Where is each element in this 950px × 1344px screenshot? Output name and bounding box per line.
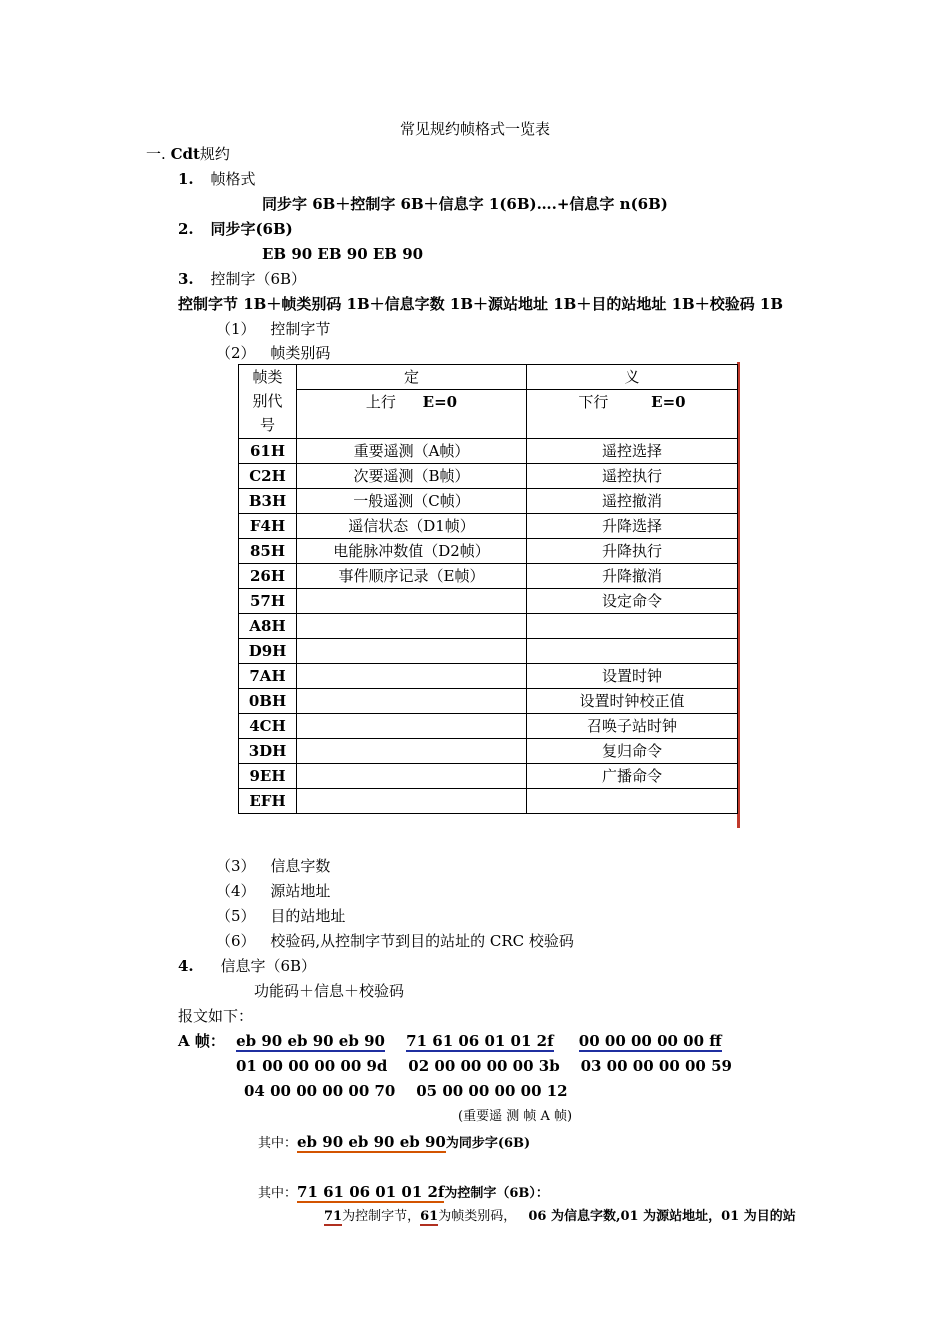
sync-word-value: EB 90 EB 90 EB 90 <box>262 245 424 263</box>
note-sync <box>258 1132 530 1154</box>
frame-code-cell: EFH <box>239 789 297 814</box>
note-control-detail <box>324 1207 796 1227</box>
upstream-def-cell: 重要遥测（A帧） <box>297 439 527 464</box>
downstream-def-cell <box>527 639 738 664</box>
sub-label: 控制字节 <box>270 320 331 338</box>
section-number: 一. <box>146 145 166 163</box>
sub-control-byte <box>216 319 330 339</box>
item-info-word <box>178 956 316 976</box>
upstream-def-cell <box>297 614 527 639</box>
aframe-line-3: 04 00 00 00 00 70 05 00 00 00 00 12 <box>244 1082 568 1100</box>
sub-number: （3） <box>216 857 256 875</box>
aframe-sync-hex: eb 90 eb 90 eb 90 <box>236 1032 385 1050</box>
frame-code-cell: 7AH <box>239 664 297 689</box>
downstream-def-cell: 设定命令 <box>527 589 738 614</box>
table-row <box>239 664 738 689</box>
downstream-def-cell <box>527 789 738 814</box>
upstream-def-cell <box>297 789 527 814</box>
frame-code-cell: 57H <box>239 589 297 614</box>
downstream-def-cell: 遥控撤消 <box>527 489 738 514</box>
sub-number: （6） <box>216 932 256 950</box>
item-number: 4. <box>178 957 194 975</box>
table-row <box>239 489 738 514</box>
control-byte-hex: 71 <box>324 1209 343 1224</box>
downstream-def-cell: 召唤子站时钟 <box>527 714 738 739</box>
header-code-line: 别代 <box>252 392 283 410</box>
upstream-def-cell <box>297 589 527 614</box>
sub-label: 目的站地址 <box>270 907 346 925</box>
frame-code-cell: C2H <box>239 464 297 489</box>
section-suffix: 规约 <box>199 145 230 163</box>
frame-code-hex: 61 <box>420 1209 439 1224</box>
table-row <box>239 539 738 564</box>
item-number: 3. <box>178 270 194 288</box>
table-header-row <box>239 365 738 390</box>
frame-code-text: 为帧类别码， <box>438 1209 517 1224</box>
aframe-caption: (重要遥 测 帧 A 帧) <box>458 1109 573 1124</box>
control-word-formula: 控制字节 1B＋帧类别码 1B＋信息字数 1B＋源站地址 1B＋目的站地址 1B＋校验码 1B <box>178 295 784 313</box>
sub-info-count <box>216 856 330 876</box>
item-sync-word <box>178 219 293 239</box>
frame-code-cell: 3DH <box>239 739 297 764</box>
control-byte-text: 为控制字节， <box>342 1209 421 1224</box>
sub-frame-type-code <box>216 343 330 363</box>
frame-format-formula: 同步字 6B＋控制字 6B＋信息字 1(6B)….+信息字 n(6B) <box>262 195 668 213</box>
frame-code-cell: 9EH <box>239 764 297 789</box>
note-sync-suffix: 为同步字(6B) <box>445 1136 531 1151</box>
downstream-def-cell: 遥控执行 <box>527 464 738 489</box>
frame-type-table <box>238 364 738 814</box>
sub-number: （2） <box>216 344 256 362</box>
upstream-header <box>297 390 527 439</box>
sub-label: 帧类别码 <box>270 344 331 362</box>
upstream-label: 上行 <box>365 393 396 411</box>
note-prefix: 其中： <box>258 1186 298 1201</box>
section-name: Cdt <box>170 145 200 163</box>
frame-code-cell: 85H <box>239 539 297 564</box>
note-ctrl-suffix: 为控制字（6B）： <box>444 1186 549 1201</box>
upstream-e: E=0 <box>422 393 458 411</box>
downstream-def-cell: 广播命令 <box>527 764 738 789</box>
frame-code-cell: B3H <box>239 489 297 514</box>
upstream-def-cell <box>297 739 527 764</box>
note-prefix: 其中： <box>258 1136 298 1151</box>
item-label: 信息字（6B） <box>220 957 317 975</box>
downstream-def-cell: 复归命令 <box>527 739 738 764</box>
sub-source-address <box>216 881 330 901</box>
message-intro: 报文如下： <box>178 1007 254 1025</box>
downstream-def-cell: 遥控选择 <box>527 439 738 464</box>
table-direction-row <box>239 390 738 439</box>
upstream-def-cell <box>297 764 527 789</box>
aframe-line-2: 01 00 00 00 00 9d 02 00 00 00 00 3b 03 00 00 00 00 59 <box>236 1057 732 1075</box>
sub-label: 校验码,从控制字节到目的站址的 CRC 校验码 <box>270 932 574 950</box>
item-label: 控制字（6B） <box>210 270 307 288</box>
header-def-left: 定 <box>297 365 527 390</box>
downstream-label: 下行 <box>578 393 609 411</box>
table-body <box>239 439 738 814</box>
header-code-line: 帧类 <box>252 368 283 386</box>
item-number: 2. <box>178 220 194 238</box>
sub-number: （1） <box>216 320 256 338</box>
upstream-def-cell <box>297 639 527 664</box>
note-control <box>258 1182 549 1204</box>
upstream-def-cell <box>297 714 527 739</box>
downstream-def-cell: 升降选择 <box>527 514 738 539</box>
info-word-formula: 功能码＋信息＋校验码 <box>254 982 405 1000</box>
downstream-def-cell: 设置时钟校正值 <box>527 689 738 714</box>
frame-code-cell: 61H <box>239 439 297 464</box>
sub-label: 源站地址 <box>270 882 331 900</box>
sub-number: （4） <box>216 882 256 900</box>
table-row <box>239 714 738 739</box>
item-frame-format <box>178 169 255 189</box>
aframe-label: A 帧： <box>178 1032 225 1050</box>
note-ctrl-hex: 71 61 06 01 01 2f <box>297 1183 445 1201</box>
aframe-ctrl-hex: 71 61 06 01 01 2f <box>406 1032 554 1050</box>
frame-code-cell: 4CH <box>239 714 297 739</box>
downstream-header <box>527 390 738 439</box>
downstream-def-cell: 升降撤消 <box>527 564 738 589</box>
table-row <box>239 689 738 714</box>
table-row <box>239 564 738 589</box>
frame-code-cell: 26H <box>239 564 297 589</box>
table-row <box>239 589 738 614</box>
downstream-def-cell: 设置时钟 <box>527 664 738 689</box>
section-heading-cdt <box>146 144 230 164</box>
frame-code-cell: D9H <box>239 639 297 664</box>
header-code-line: 号 <box>259 416 275 434</box>
upstream-def-cell: 次要遥测（B帧） <box>297 464 527 489</box>
sub-dest-address <box>216 906 345 926</box>
upstream-def-cell: 电能脉冲数值（D2帧） <box>297 539 527 564</box>
table-row <box>239 739 738 764</box>
sub-label: 信息字数 <box>270 857 331 875</box>
item-control-word <box>178 269 306 289</box>
sub-checksum <box>216 931 574 951</box>
table-row <box>239 764 738 789</box>
table-row <box>239 639 738 664</box>
frame-code-cell: 0BH <box>239 689 297 714</box>
table-row <box>239 514 738 539</box>
upstream-def-cell <box>297 689 527 714</box>
page-title: 常见规约帧格式一览表 <box>399 120 550 138</box>
aframe-line-1 <box>178 1031 722 1051</box>
downstream-def-cell: 升降执行 <box>527 539 738 564</box>
remaining-fields-text: 06 为信息字数,01 为源站地址，01 为目的站 <box>528 1209 796 1224</box>
header-code-cell <box>239 365 297 439</box>
aframe-info1-hex: 00 00 00 00 00 ff <box>578 1032 722 1050</box>
frame-code-cell: A8H <box>239 614 297 639</box>
downstream-def-cell <box>527 614 738 639</box>
header-def-right: 义 <box>527 365 738 390</box>
table-row <box>239 464 738 489</box>
frame-code-cell: F4H <box>239 514 297 539</box>
upstream-def-cell <box>297 664 527 689</box>
sub-number: （5） <box>216 907 256 925</box>
item-label: 帧格式 <box>210 170 256 188</box>
table-row <box>239 789 738 814</box>
upstream-def-cell: 遥信状态（D1帧） <box>297 514 527 539</box>
item-label: 同步字(6B) <box>210 220 293 238</box>
downstream-e: E=0 <box>651 393 686 411</box>
note-sync-hex: eb 90 eb 90 eb 90 <box>297 1133 446 1151</box>
upstream-def-cell: 一般遥测（C帧） <box>297 489 527 514</box>
upstream-def-cell: 事件顺序记录（E帧） <box>297 564 527 589</box>
table-row <box>239 439 738 464</box>
table-row <box>239 614 738 639</box>
item-number: 1. <box>178 170 194 188</box>
